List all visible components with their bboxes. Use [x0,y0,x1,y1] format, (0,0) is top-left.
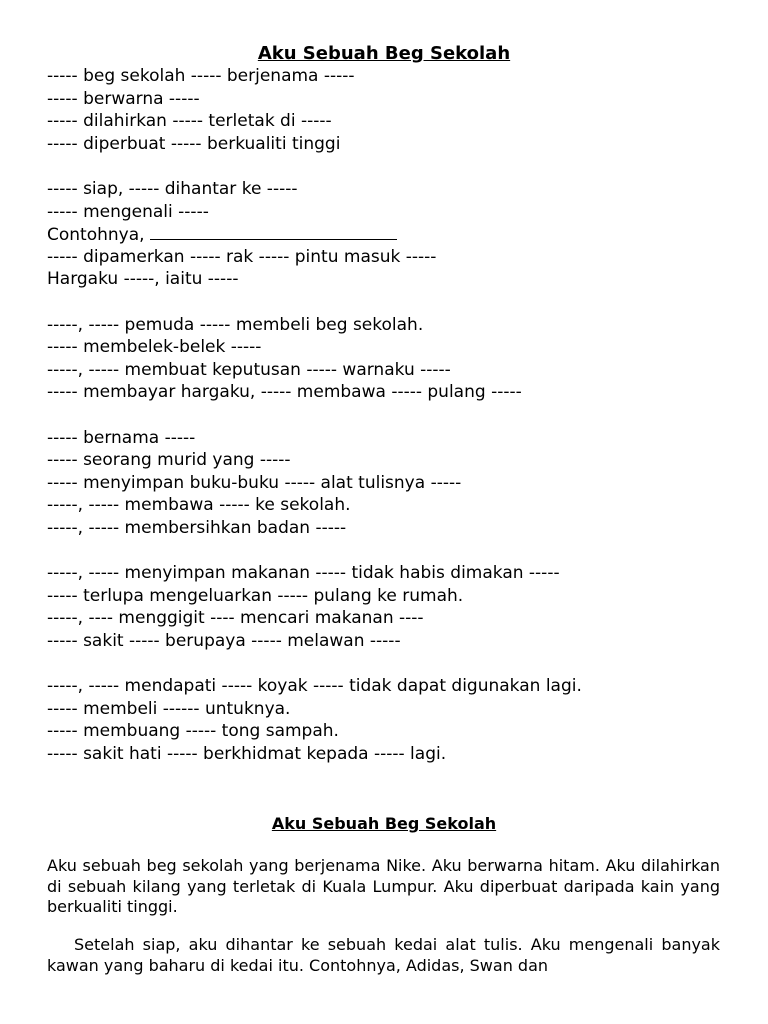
group-spacer [47,652,747,675]
outline-title: Aku Sebuah Beg Sekolah [257,43,511,64]
outline-line: ----- beg sekolah ----- berjenama ----- [47,66,355,86]
fill-in-blank-line [150,223,397,240]
outline-line: ----- dipamerkan ----- rak ----- pintu masuk ----- [47,246,437,267]
outline-line: ----- membelek-belek ----- [47,337,262,358]
outline-line: -----, ----- membersihkan badan ----- [47,517,347,538]
outline-line: ----- berwarna ----- [47,88,200,109]
outline-line: ----- terlupa mengeluarkan ----- pulang ke rumah. [47,585,464,606]
outline-section [47,65,747,765]
outline-line-example [47,223,747,246]
outline-line: ----- mengenali ----- [47,201,209,222]
group-spacer [47,404,747,427]
essay-paragraph: Setelah siap, aku dihantar ke sebuah kedai alat tulis. Aku mengenali banyak kawan yang baharu di kedai itu. Contohnya, Adidas, Swan dan [47,935,720,975]
outline-line: ----- membayar hargaku, ----- membawa ----- pulang ----- [47,382,522,403]
outline-line: -----, ----- pemuda ----- membeli beg sekolah. [47,314,424,335]
outline-line: ----- sakit hati ----- berkhidmat kepada ----- lagi. [47,743,447,764]
outline-line: ----- menyimpan buku-buku ----- alat tulisnya ----- [47,472,462,493]
example-label: Contohnya, [47,225,150,246]
outline-line: -----, ----- membawa ----- ke sekolah. [47,495,351,516]
outline-line: ----- sakit ----- berupaya ----- melawan ----- [47,630,401,651]
essay-title: Aku Sebuah Beg Sekolah [271,814,497,833]
outline-line: ----- dilahirkan ----- terletak di ----- [47,111,332,132]
outline-line: ----- bernama ----- [47,427,196,448]
outline-line: ----- seorang murid yang ----- [47,450,291,471]
outline-line: -----, ----- membuat keputusan ----- warnaku ----- [47,359,451,380]
outline-line: Hargaku -----, iaitu ----- [47,269,239,290]
group-spacer [47,291,747,314]
outline-line: ----- membeli ------ untuknya. [47,698,291,719]
outline-line: ----- siap, ----- dihantar ke ----- [47,178,298,199]
essay-paragraph: Aku sebuah beg sekolah yang berjenama Nike. Aku berwarna hitam. Aku dilahirkan di sebuah kilang yang terletak di Kuala Lumpur. Aku diperbuat daripada kain yang berkualiti tinggi. [47,856,720,916]
group-spacer [47,539,747,562]
outline-line: ----- membuang ----- tong sampah. [47,721,339,742]
outline-line: ----- diperbuat ----- berkualiti tinggi [47,133,341,154]
outline-line: -----, ----- mendapati ----- koyak ----- tidak dapat digunakan lagi. [47,676,582,697]
outline-line: -----, ----- menyimpan makanan ----- tidak habis dimakan ----- [47,563,560,584]
outline-line: -----, ---- menggigit ---- mencari makanan ---- [47,608,424,629]
group-spacer [47,155,747,178]
